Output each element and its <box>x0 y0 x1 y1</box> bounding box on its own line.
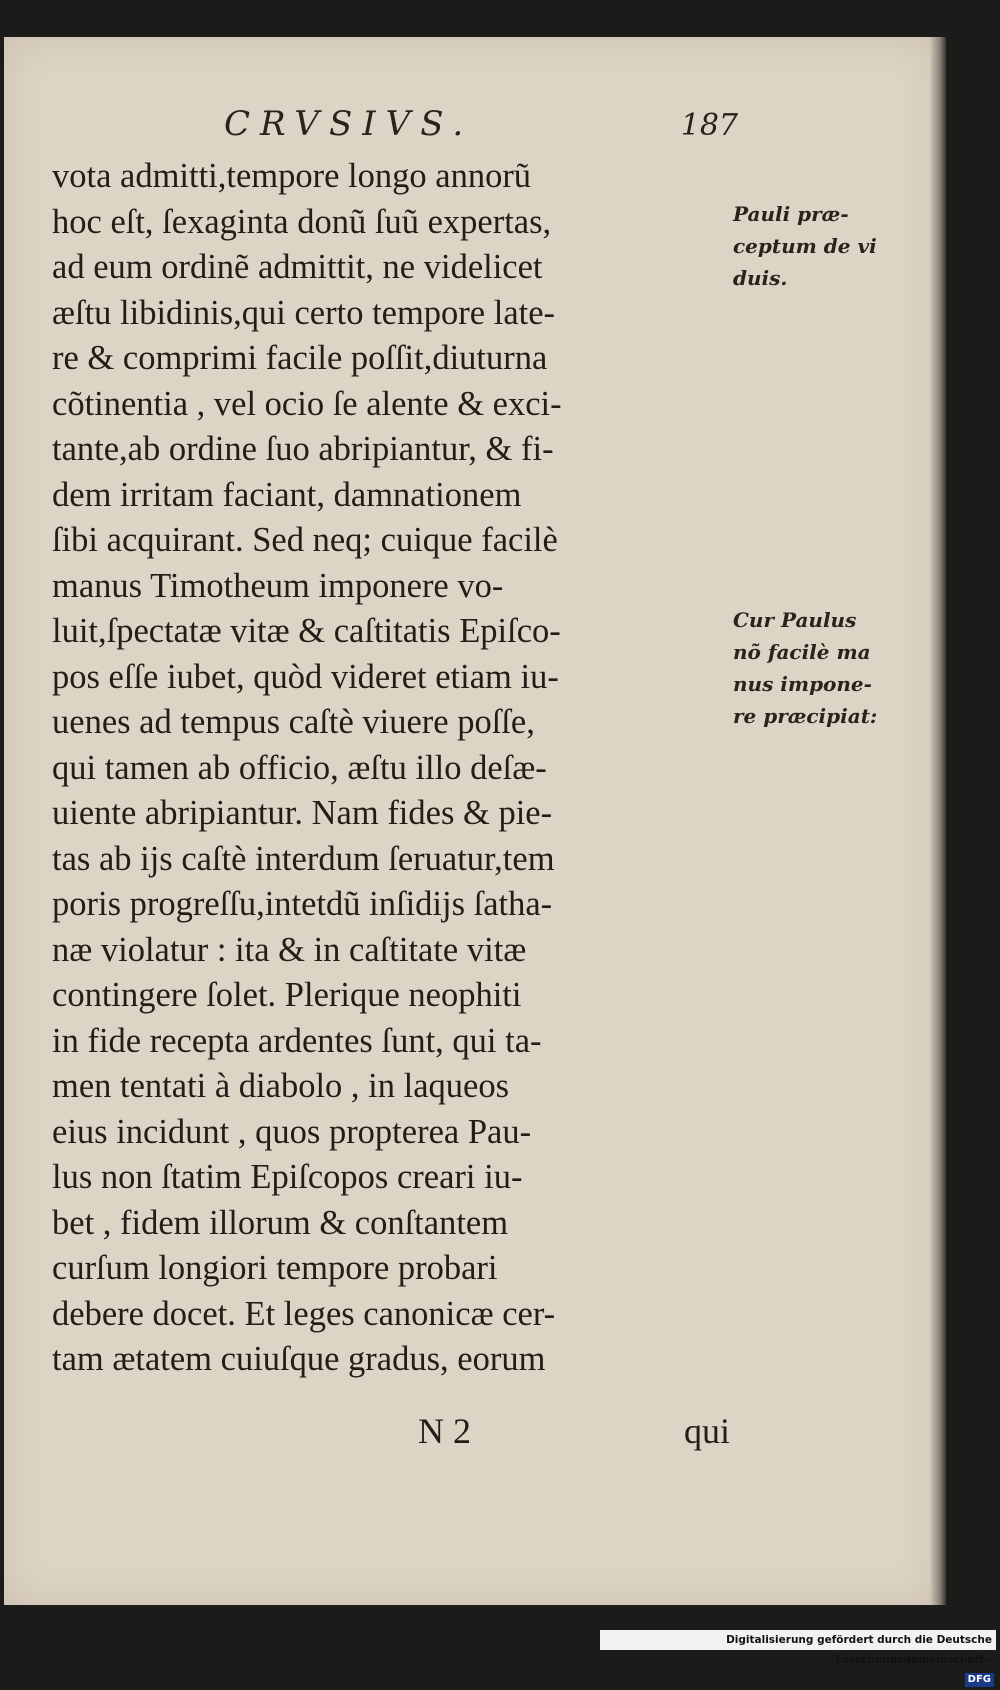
text-line: eius incidunt , quos propterea Pau- <box>52 1112 532 1151</box>
marginal-note <box>733 604 883 732</box>
catch-line <box>52 1410 732 1456</box>
page-edge-shadow <box>930 37 946 1605</box>
page-number: 187 <box>680 108 738 143</box>
text-line: men tentati à diabolo , in laqueos <box>52 1067 510 1105</box>
page-header <box>52 104 738 152</box>
text-line: poris progreſſu,intetdũ inſidijs ſatha- <box>52 885 553 923</box>
dfg-logo: DFG <box>965 1673 994 1687</box>
text-line: tam ætatem cuiuſque gradus, eorum <box>52 1340 546 1378</box>
text-line: cõtinentia , vel ocio ſe alente & exci- <box>52 384 562 423</box>
text-line: uenes ad tempus caſtè viuere poſſe, <box>52 703 535 741</box>
text-line: tante,ab ordine ſuo abripiantur, & fi- <box>52 430 554 468</box>
text-line: in fide recepta ardentes ſunt, qui ta- <box>52 1021 542 1060</box>
text-line: contingere ſolet. Plerique neophiti <box>52 976 522 1014</box>
digitization-footer <box>600 1630 996 1685</box>
marginal-note-line: Cur Paulus <box>733 608 857 632</box>
text-line: tas ab ijs caſtè interdum ſeruatur,tem <box>52 839 555 878</box>
text-line: bet , fidem illorum & conſtantem <box>52 1203 509 1242</box>
text-line: ad eum ordinẽ admittit, ne videlicet <box>52 248 543 286</box>
text-line: qui tamen ab officio, æſtu illo deſæ- <box>52 748 547 787</box>
marginal-note-line: re præcipiat: <box>733 704 878 728</box>
marginal-note-line: Pauli præ- <box>733 202 849 226</box>
text-line: hoc eſt, ſexaginta donũ ſuũ expertas, <box>52 202 552 241</box>
signature-mark: N 2 <box>418 1411 471 1451</box>
text-line: debere docet. Et leges canonicæ cer- <box>52 1294 556 1333</box>
text-line: lus non ſtatim Epiſcopos creari iu- <box>52 1158 523 1196</box>
text-line: dem irritam faciant, damnationem <box>52 475 522 514</box>
marginal-note-line: nõ facilè ma <box>733 640 871 664</box>
running-title: CRVSIVS. <box>224 104 474 144</box>
text-line: æſtu libidinis,qui certo tempore late- <box>52 293 556 332</box>
footer-credit: Digitalisierung gefördert durch die Deutsche Forschungsgemeinschaft - <box>726 1634 992 1666</box>
text-line: luit,ſpectatæ vitæ & caſtitatis Epiſco- <box>52 612 561 650</box>
text-line: uiente abripiantur. Nam fides & pie- <box>52 794 553 832</box>
marginal-note-line: duis. <box>733 266 788 290</box>
text-line: re & comprimi facile poſſit,diuturna <box>52 339 548 377</box>
text-line: manus Timotheum imponere vo- <box>52 566 504 605</box>
text-line: pos eſſe iubet, quòd videret etiam iu- <box>52 657 559 696</box>
marginal-note-line: ceptum de vi <box>733 234 877 258</box>
text-line: vota admitti,tempore longo annorũ <box>52 157 532 195</box>
text-line: curſum longiori tempore probari <box>52 1249 498 1287</box>
text-line: ſibi acquirant. Sed neq; cuique facilè <box>52 521 558 559</box>
catchword: qui <box>683 1411 730 1451</box>
marginal-note-line: nus impone- <box>733 672 872 696</box>
body-text <box>52 154 732 1383</box>
marginal-note <box>733 198 883 294</box>
text-line: næ violatur : ita & in caſtitate vitæ <box>52 930 527 969</box>
